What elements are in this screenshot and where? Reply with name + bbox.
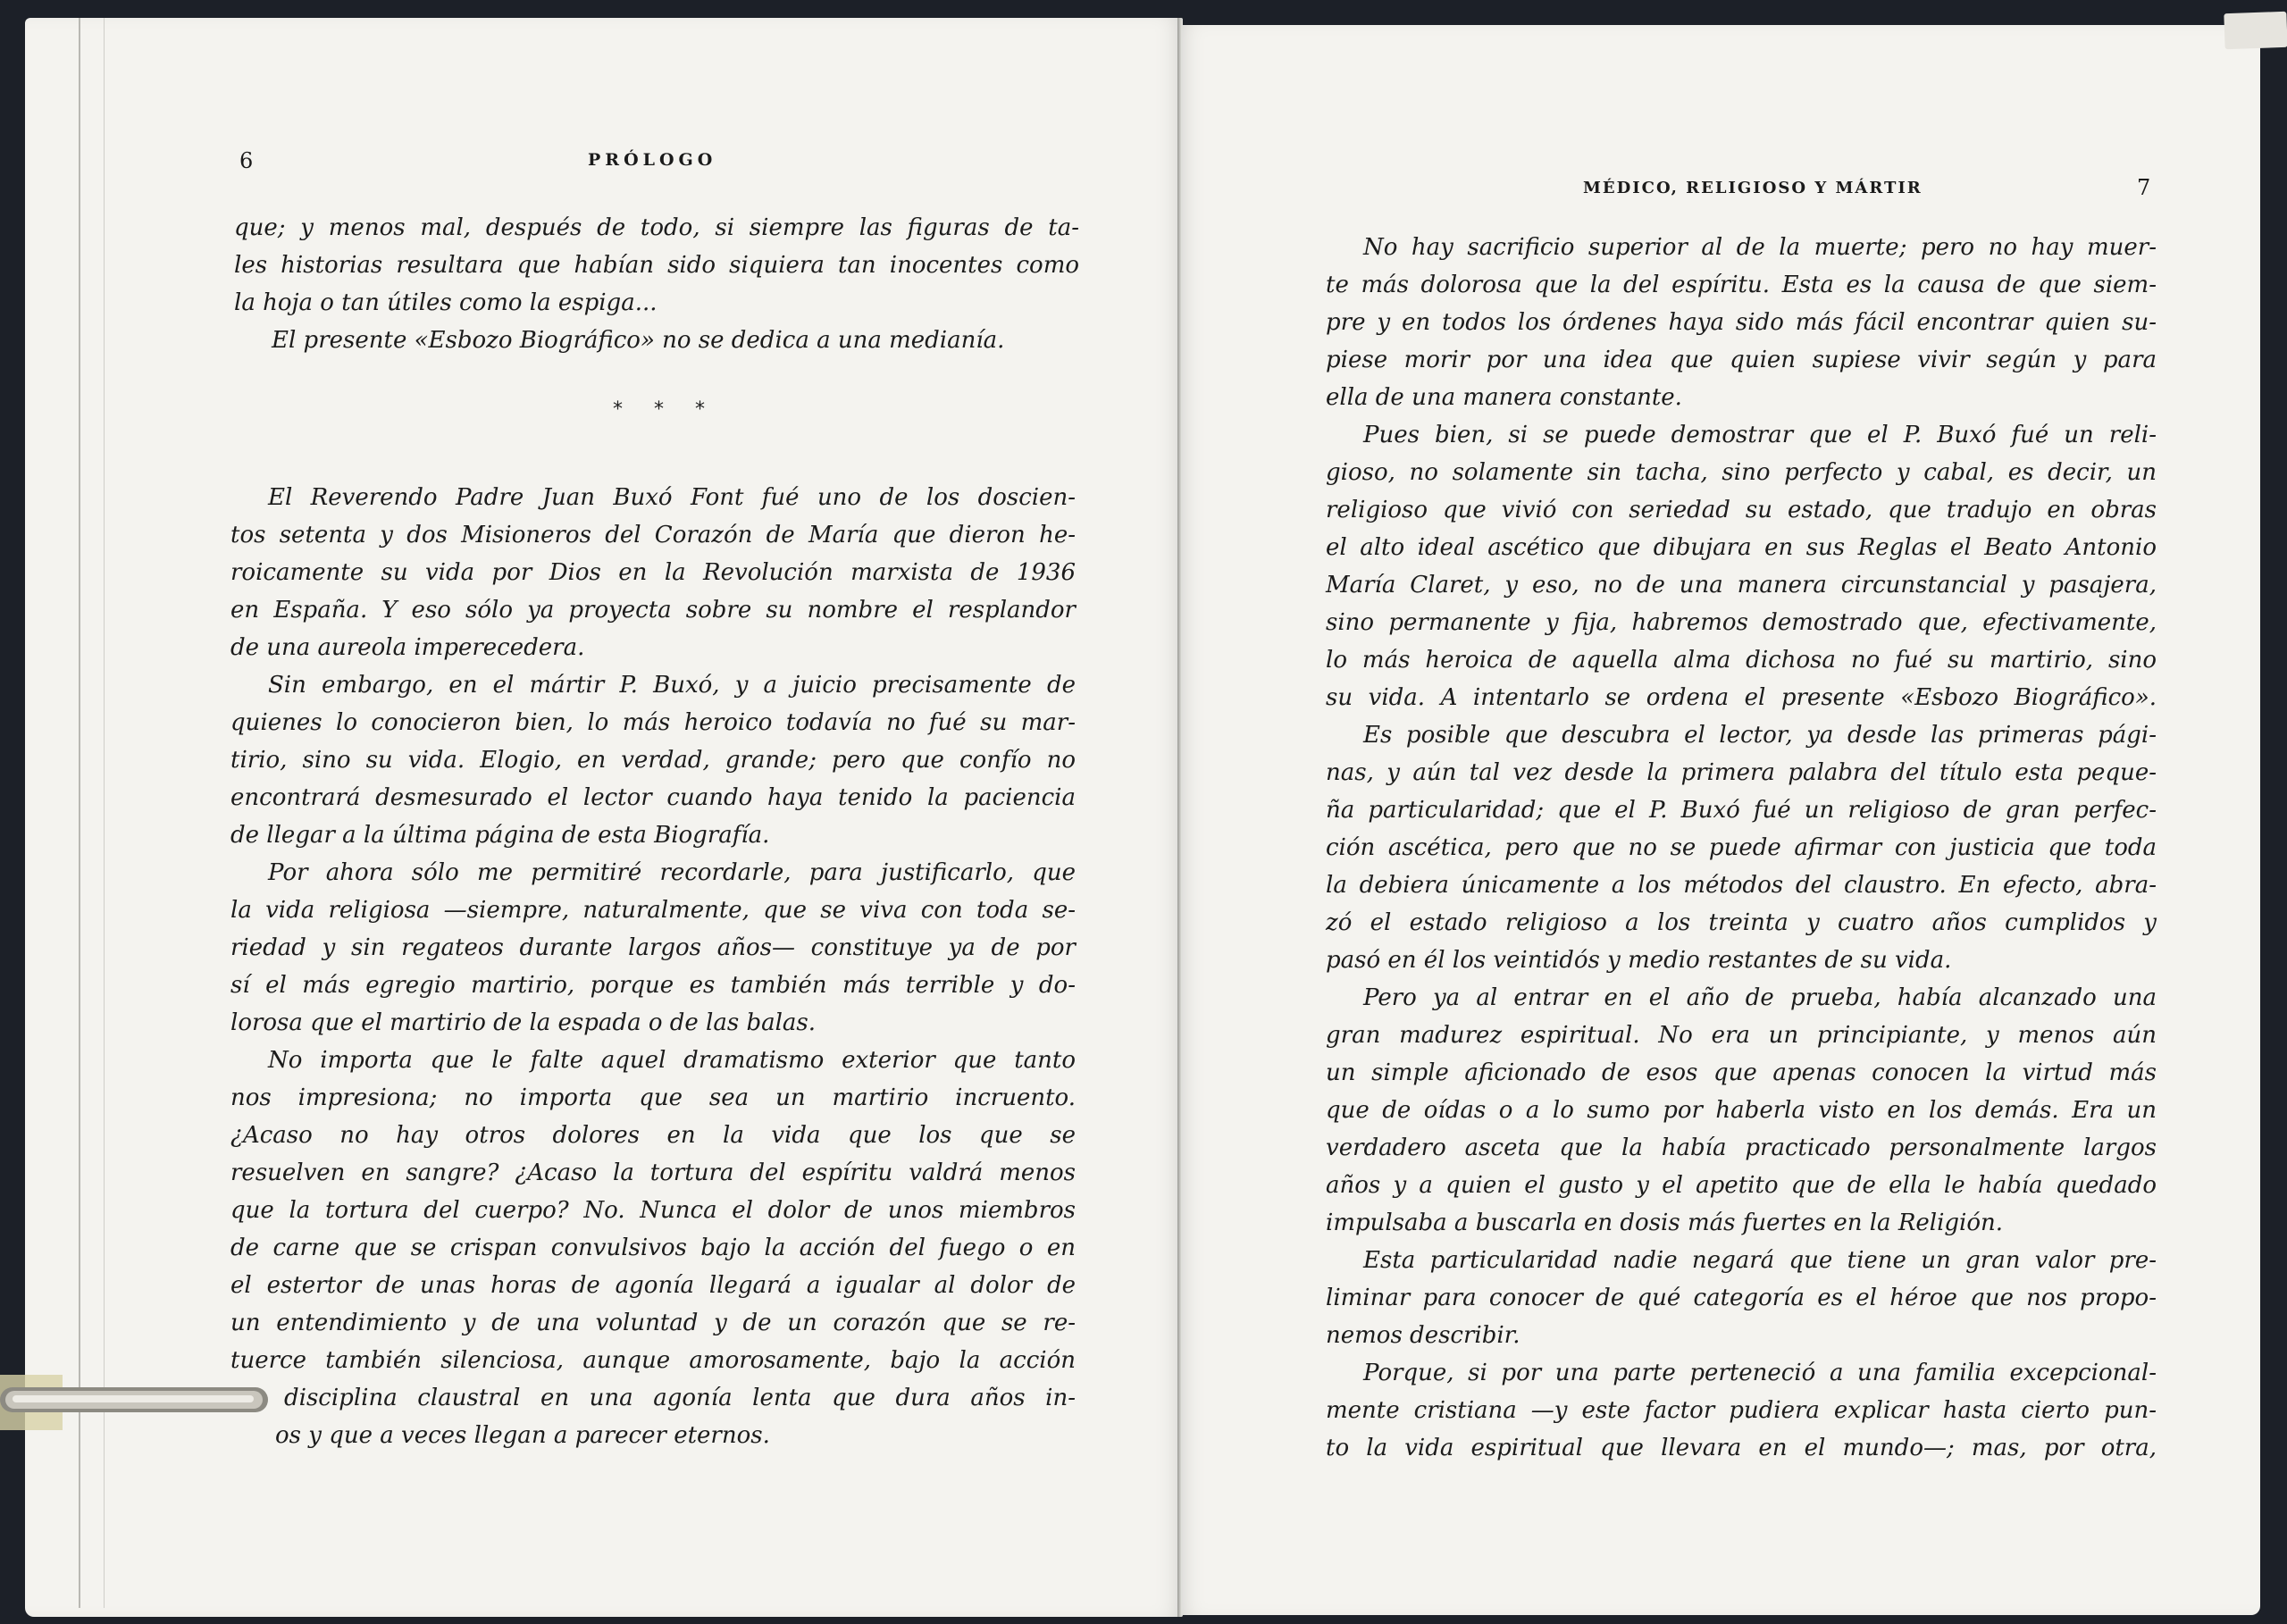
text-line: nemos describir.	[1326, 1322, 1520, 1349]
section-separator: * * *	[613, 398, 717, 421]
text-line: verdadero asceta que la había practicado personalmente largos	[1326, 1134, 2157, 1161]
text-line: Es posible que descubra el lector, ya desde las primeras pági-	[1363, 722, 2157, 749]
text-line: El presente «Esbozo Biográfico» no se dedica a una medianía.	[272, 327, 1005, 354]
text-line: encontrará desmesurado el lector cuando haya tenido la paciencia	[230, 784, 1076, 811]
text-line: pre y en todos los órdenes haya sido más fácil encontrar quien su-	[1326, 309, 2157, 336]
text-line: de carne que se crispan convulsivos bajo la acción del fuego o en	[230, 1235, 1076, 1261]
text-line: lorosa que el martirio de la espada o de las balas.	[230, 1009, 817, 1036]
text-line: Pues bien, si se puede demostrar que el P. Buxó fué un reli-	[1363, 422, 2157, 448]
left-page-number: 6	[239, 148, 254, 173]
text-line: liminar para conocer de qué categoría es el héroe que nos propo-	[1326, 1285, 2157, 1311]
text-line: ción ascética, pero que no se puede afirmar con justicia que toda	[1326, 834, 2157, 861]
page-edge-rule-inner	[104, 18, 105, 1608]
text-line: les historias resultara que habían sido siquiera tan inocentes como	[234, 252, 1079, 279]
paper-clip-icon	[0, 1371, 277, 1434]
left-text-top	[234, 209, 1079, 359]
text-line: nas, y aún tal vez desde la primera palabra del título esta peque-	[1326, 759, 2157, 786]
text-line: años y a quien el gusto y el apetito que de ella le había quedado	[1326, 1172, 2157, 1199]
text-line: riedad y sin regateos durante largos años— constituye ya de por	[230, 934, 1076, 961]
page-edge-rule	[79, 18, 80, 1608]
text-line: resuelven en sangre? ¿Acaso la tortura del espíritu valdrá menos	[230, 1159, 1076, 1186]
text-line: ¿Acaso no hay otros dolores en la vida que los que se	[230, 1122, 1076, 1149]
text-line: El Reverendo Padre Juan Buxó Font fué uno de los doscien-	[268, 484, 1076, 511]
text-line: tirio, sino su vida. Elogio, en verdad, grande; pero que confío no	[230, 747, 1076, 774]
text-line: piese morir por una idea que quien supiese vivir según y para	[1326, 347, 2157, 373]
text-line: el estertor de unas horas de agonía llegará a igualar al dolor de	[230, 1272, 1076, 1299]
text-line: gioso, no solamente sin tacha, sino perfecto y cabal, es decir, un	[1326, 459, 2157, 486]
left-text-body	[230, 479, 1076, 1454]
right-running-head: MÉDICO, RELIGIOSO Y MÁRTIR	[1583, 179, 1923, 197]
text-line: gran madurez espiritual. No era un principiante, y menos aún	[1326, 1022, 2157, 1049]
text-line: sí el más egregio martirio, porque es también más terrible y do-	[230, 972, 1076, 999]
text-line: Porque, si por una parte perteneció a una familia excepcional-	[1363, 1360, 2157, 1386]
text-line: ña particularidad; que el P. Buxó fué un religioso de gran perfec-	[1326, 797, 2157, 824]
text-line: que la tortura del cuerpo? No. Nunca el dolor de unos miembros	[230, 1197, 1076, 1224]
text-line: Por ahora sólo me permitiré recordarle, para justificarlo, que	[268, 859, 1076, 886]
text-line: nos impresiona; no importa que sea un martirio incruento.	[230, 1084, 1076, 1111]
text-line: os y que a veces llegan a parecer eternos.	[275, 1422, 770, 1449]
book-gutter	[1177, 18, 1181, 1617]
text-line: su vida. A intentarlo se ordena el presente «Esbozo Biográfico».	[1326, 684, 2157, 711]
text-line: la vida religiosa —siempre, naturalmente, que se viva con toda se-	[230, 897, 1076, 924]
text-line: Sin embargo, en el mártir P. Buxó, y a juicio precisamente de	[268, 672, 1076, 699]
text-line: de llegar a la última página de esta Biografía.	[230, 822, 770, 849]
right-page-number: 7	[2137, 175, 2151, 200]
page-edge-strip	[2224, 12, 2287, 49]
text-line: Pero ya al entrar en el año de prueba, había alcanzado una	[1363, 984, 2157, 1011]
text-line: Esta particularidad nadie negará que tiene un gran valor pre-	[1363, 1247, 2157, 1274]
text-line: un simple aficionado de esos que apenas conocen la virtud más	[1326, 1059, 2157, 1086]
left-running-head: PRÓLOGO	[588, 150, 717, 170]
text-line: impulsaba a buscarla en dosis más fuertes en la Religión.	[1326, 1210, 2004, 1236]
text-line: un entendimiento y de una voluntad y de un corazón que se re-	[230, 1310, 1076, 1336]
text-line: disciplina claustral en una agonía lenta que dura años in-	[284, 1385, 1076, 1411]
text-line: que; y menos mal, después de todo, si siempre las figuras de ta-	[234, 214, 1079, 241]
text-line: zó el estado religioso a los treinta y cuatro años cumplidos y	[1326, 909, 2157, 936]
text-line: el alto ideal ascético que dibujara en sus Reglas el Beato Antonio	[1326, 534, 2157, 561]
text-line: pasó en él los veintidós y medio restantes de su vida.	[1326, 947, 1952, 974]
text-line: María Claret, y eso, no de una manera circunstancial y pasajera,	[1326, 572, 2157, 599]
text-line: te más dolorosa que la del espíritu. Esta es la causa de que siem-	[1326, 272, 2157, 298]
text-line: la debiera únicamente a los métodos del claustro. En efecto, abra-	[1326, 872, 2157, 899]
text-line: No hay sacrificio superior al de la muerte; pero no hay muer-	[1363, 234, 2157, 261]
text-line: mente cristiana —y este factor pudiera explicar hasta cierto pun-	[1326, 1397, 2157, 1424]
text-line: tuerce también silenciosa, aunque amorosamente, bajo la acción	[230, 1347, 1076, 1374]
text-line: de una aureola imperecedera.	[230, 634, 585, 661]
text-line: religioso que vivió con seriedad su estado, que tradujo en obras	[1326, 497, 2157, 523]
text-line: tos setenta y dos Misioneros del Corazón de María que dieron he-	[230, 522, 1076, 548]
text-line: roicamente su vida por Dios en la Revolución marxista de 1936	[230, 559, 1076, 586]
right-text-body	[1326, 229, 2157, 1467]
text-line: en España. Y eso sólo ya proyecta sobre su nombre el resplandor	[230, 597, 1076, 624]
text-line: quienes lo conocieron bien, lo más heroico todavía no fué su mar-	[230, 709, 1076, 736]
text-line: sino permanente y fija, habremos demostrado que, efectivamente,	[1326, 609, 2157, 636]
text-line: la hoja o tan útiles como la espiga...	[234, 289, 658, 316]
text-line: No importa que le falte aquel dramatismo exterior que tanto	[268, 1047, 1076, 1074]
text-line: lo más heroica de aquella alma dichosa no fué su martirio, sino	[1326, 647, 2157, 674]
text-line: ella de una manera constante.	[1326, 384, 1682, 411]
text-line: que de oídas o a lo sumo por haberla visto en los demás. Era un	[1326, 1097, 2157, 1124]
text-line: to la vida espiritual que llevara en el mundo—; mas, por otra,	[1326, 1435, 2157, 1461]
